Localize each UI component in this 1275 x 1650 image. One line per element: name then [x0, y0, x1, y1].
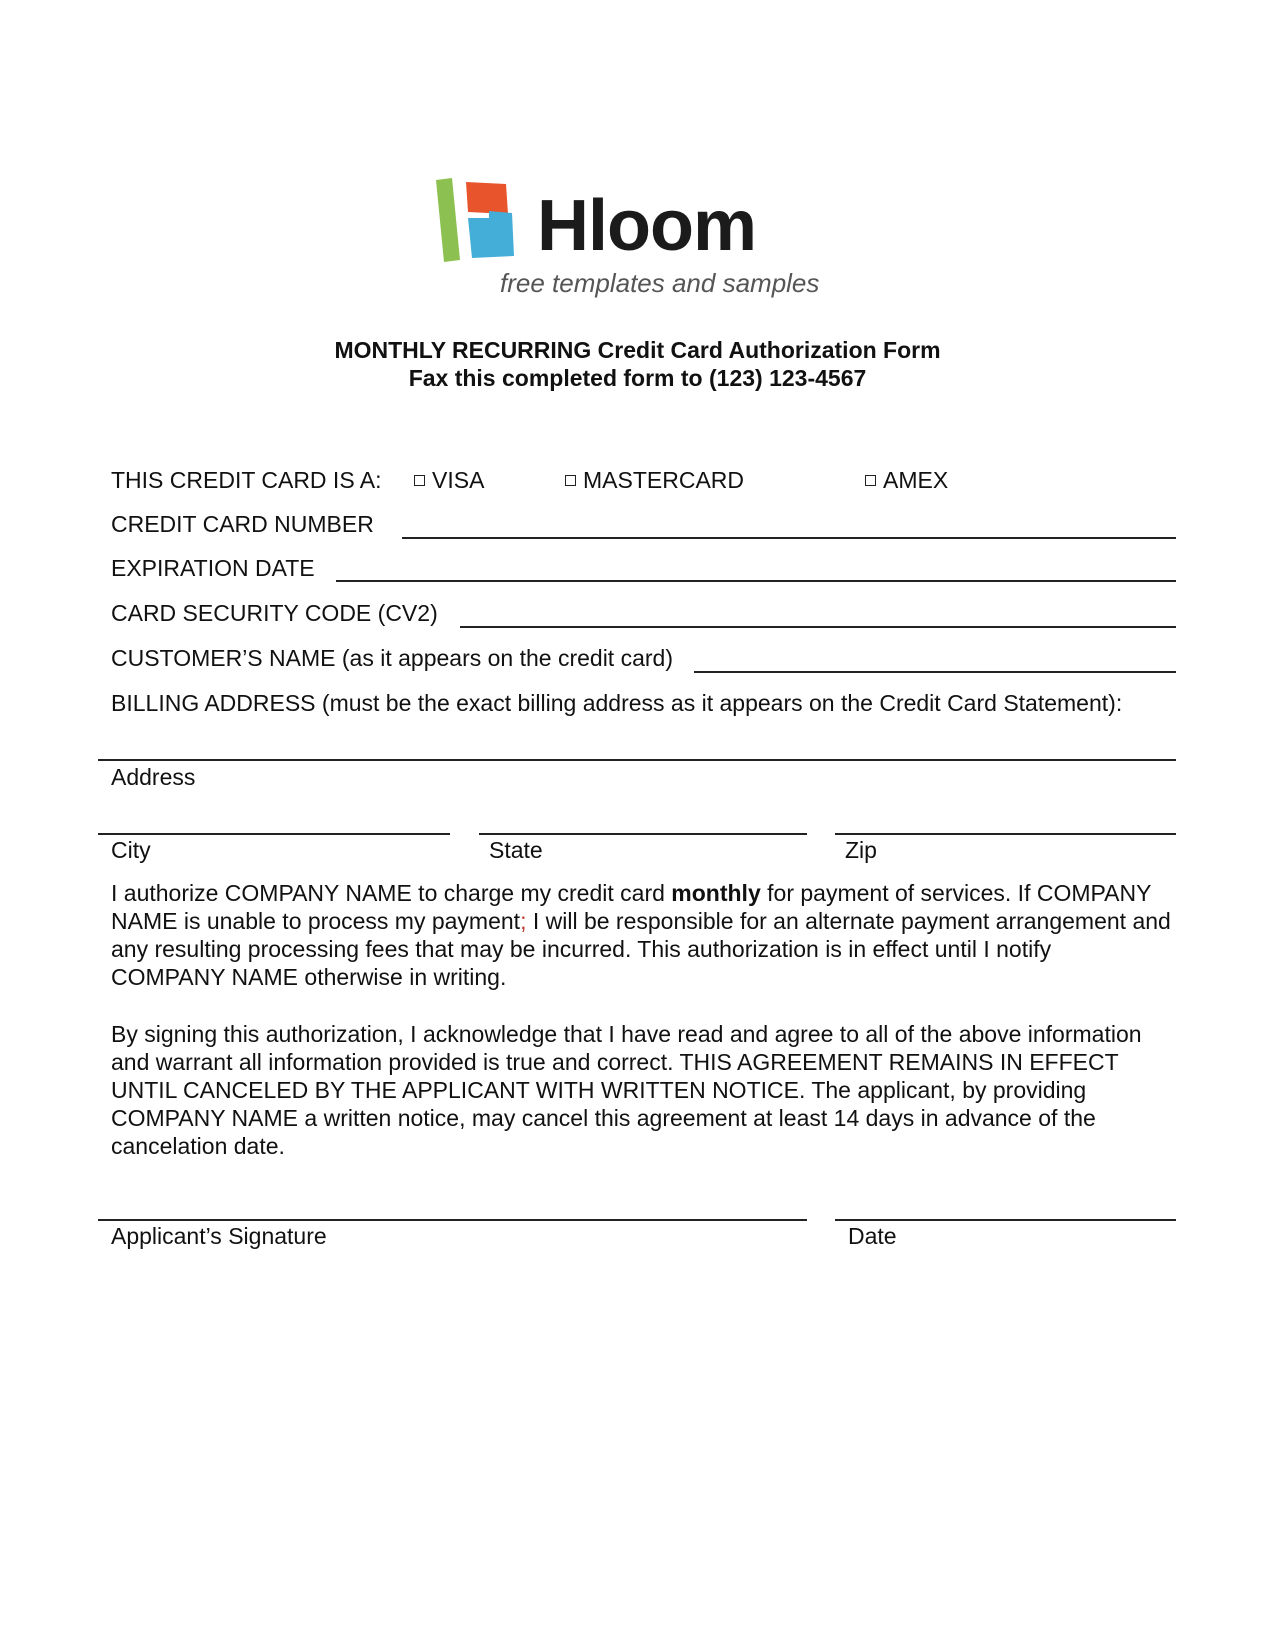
fax-line: Fax this completed form to (123) 123-4567 — [408, 365, 867, 391]
form-title-bold: MONTHLY RECURRING — [334, 337, 592, 363]
amex-checkbox[interactable] — [865, 475, 876, 486]
visa-checkbox[interactable] — [414, 475, 425, 486]
card-option-visa[interactable] — [414, 466, 484, 494]
mastercard-checkbox[interactable] — [565, 475, 576, 486]
billing-address-label: BILLING ADDRESS (must be the exact billing address as it appears on the Credit Card Statement): — [111, 690, 1123, 716]
security-code-label: CARD SECURITY CODE (CV2) — [111, 600, 438, 626]
amex-label: AMEX — [883, 467, 949, 493]
address-line[interactable] — [98, 759, 1176, 761]
authorization-text-2: for payment of services. If COMPANY NAME is unable to process my payment — [111, 880, 1152, 934]
city-label: City — [111, 837, 151, 863]
logo-green-bar — [436, 178, 460, 262]
state-label: State — [489, 837, 543, 863]
logo-blue-square — [468, 211, 514, 258]
address-label: Address — [111, 764, 196, 790]
card-number-line[interactable] — [402, 537, 1176, 539]
signature-line[interactable] — [98, 1219, 807, 1221]
date-line[interactable] — [835, 1219, 1176, 1221]
logo-orange-square — [466, 182, 508, 214]
customer-name-line[interactable] — [694, 671, 1176, 673]
expiration-label: EXPIRATION DATE — [111, 555, 315, 581]
authorization-bold-word: monthly — [671, 880, 761, 906]
authorization-red-char: ; — [520, 908, 527, 934]
form-title-rest: Credit Card Authorization Form — [591, 337, 941, 363]
authorization-text-1: I authorize COMPANY NAME to charge my credit card — [111, 880, 672, 906]
signature-label: Applicant’s Signature — [111, 1223, 327, 1249]
city-line[interactable] — [98, 833, 450, 835]
mastercard-label: MASTERCARD — [583, 467, 745, 493]
form-heading — [0, 336, 1275, 392]
logo-wordmark: Hloom — [537, 186, 756, 266]
form-title — [0, 336, 1275, 364]
logo-tagline: free templates and samples — [500, 268, 820, 298]
acknowledgement-paragraph: By signing this authorization, I acknowledge that I have read and agree to all of the above information and warrant all information provided is true and correct. THIS AGREEMENT REMAINS IN EFFECT UNTIL CANCELED BY THE APPLICANT WITH WRITTEN NOTICE. The applicant, by providing COMPANY NAME a written notice, may cancel this agreement at least 14 days in advance of the cancelation date. — [111, 1021, 1142, 1159]
card-type-label: THIS CREDIT CARD IS A: — [111, 467, 382, 493]
card-number-label: CREDIT CARD NUMBER — [111, 511, 374, 537]
authorization-paragraph — [111, 879, 1171, 991]
customer-name-label: CUSTOMER’S NAME (as it appears on the credit card) — [111, 645, 673, 671]
hloom-logo-icon — [436, 178, 522, 264]
visa-label: VISA — [432, 467, 485, 493]
zip-label: Zip — [845, 837, 877, 863]
card-option-amex[interactable] — [865, 466, 948, 494]
authorization-text-3: I will be responsible for an alternate payment arrangement and any resulting processing fees that may be incurred. This authorization is in effect until I notify COMPANY NAME otherwise in writing. — [111, 908, 1171, 990]
zip-line[interactable] — [835, 833, 1176, 835]
security-code-line[interactable] — [460, 626, 1176, 628]
state-line[interactable] — [479, 833, 807, 835]
date-label: Date — [848, 1223, 897, 1249]
card-option-mastercard[interactable] — [565, 466, 744, 494]
expiration-line[interactable] — [336, 580, 1176, 582]
